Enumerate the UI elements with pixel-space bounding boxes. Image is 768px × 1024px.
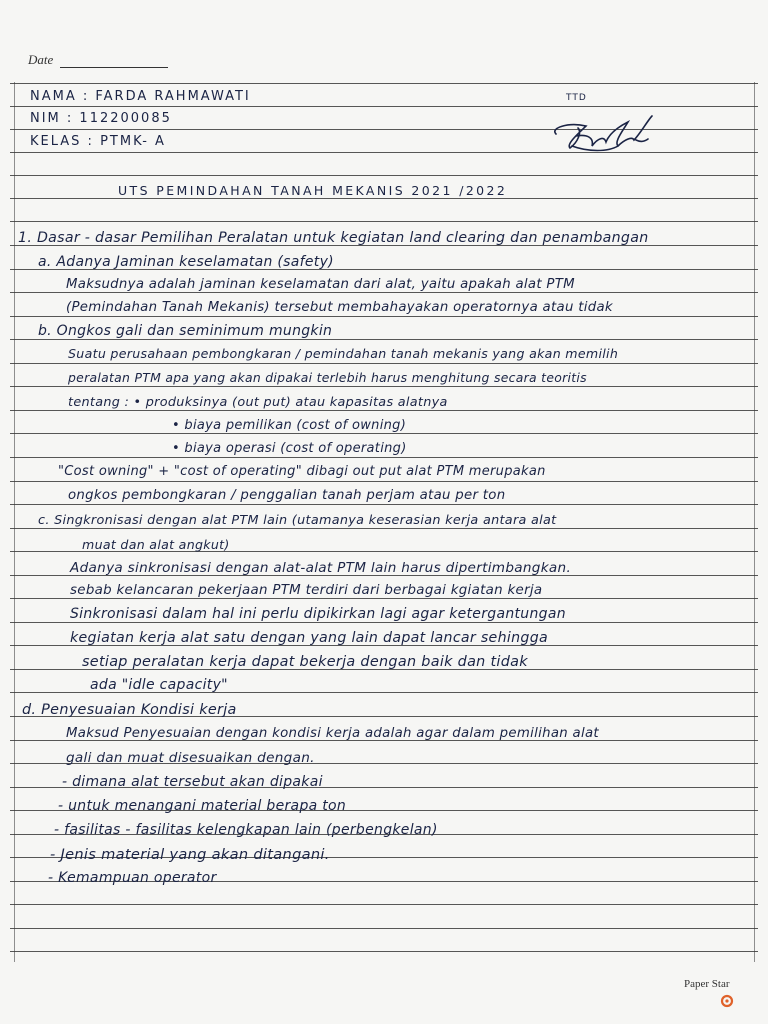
answer-line: muat dan alat angkut) [82,537,230,552]
student-nim: NIM : 112200085 [30,111,172,126]
answer-line: 1. Dasar - dasar Pemilihan Peralatan untuk kegiatan land clearing dan penambangan [18,230,649,246]
brand-label: Paper Star [684,978,730,990]
answer-line: Maksud Penyesuaian dengan kondisi kerja adalah agar dalam pemilihan alat [66,726,599,741]
ttd-label: TTD [566,93,587,103]
answer-line: • biaya operasi (cost of operating) [172,441,407,456]
answer-line: Suatu perusahaan pembongkaran / pemindahan tanah mekanis yang akan memilih [68,346,619,361]
ruled-line [10,904,758,905]
answer-line: Adanya sinkronisasi dengan alat-alat PTM lain harus dipertimbangkan. [70,560,572,576]
student-name: NAMA : FARDA RAHMAWATI [30,89,251,104]
answer-line: "Cost owning" + "cost of operating" dibagi out put alat PTM merupakan [58,464,546,479]
margin-line-right [754,82,755,962]
answer-line: b. Ongkos gali dan seminimum mungkin [38,323,333,339]
ruled-line [10,457,758,458]
answer-line: kegiatan kerja alat satu dengan yang lain dapat lancar sehingga [70,630,549,646]
ruled-line [10,198,758,199]
answer-line: gali dan muat disesuaikan dengan. [66,750,315,766]
date-underline [60,67,168,68]
ruled-line [10,504,758,505]
answer-line: setiap peralatan kerja dapat bekerja dengan baik dan tidak [82,654,528,670]
brand-logo-icon [720,994,734,1008]
ruled-line [10,410,758,411]
ruled-line [10,528,758,529]
ruled-line [10,106,758,107]
answer-line: peralatan PTM apa yang akan dipakai terlebih harus menghitung secara teoritis [68,370,587,385]
answer-line: tentang : • produksinya (out put) atau kapasitas alatnya [68,395,448,410]
answer-line: - fasilitas - fasilitas kelengkapan lain (perbengkelan) [54,822,438,838]
ruled-line [10,363,758,364]
ruled-line [10,598,758,599]
student-class: KELAS : PTMK- A [30,134,166,149]
answer-line: d. Penyesuaian Kondisi kerja [22,702,237,718]
ruled-line [10,481,758,482]
answer-line: ada "idle capacity" [90,677,228,693]
ruled-line [10,175,758,176]
answer-line: a. Adanya Jaminan keselamatan (safety) [38,254,334,270]
answer-line: • biaya pemilikan (cost of owning) [172,418,407,433]
ruled-line [10,316,758,317]
answer-line: c. Singkronisasi dengan alat PTM lain (utamanya keserasian kerja antara alat [38,513,557,528]
answer-line: - Kemampuan operator [48,870,217,886]
ruled-line [10,339,758,340]
answer-line: - untuk menangani material berapa ton [58,798,347,814]
ruled-line [10,292,758,293]
signature [548,112,658,162]
ruled-line [10,433,758,434]
answer-line: (Pemindahan Tanah Mekanis) tersebut membahayakan operatornya atau tidak [66,300,613,315]
answer-line: Sinkronisasi dalam hal ini perlu dipikirkan lagi agar ketergantungan [70,606,566,622]
answer-line: Maksudnya adalah jaminan keselamatan dari alat, yaitu apakah alat PTM [66,277,575,292]
ruled-line [10,951,758,952]
date-label: Date [28,52,54,67]
ruled-line [10,622,758,623]
answer-line: sebab kelancaran pekerjaan PTM terdiri dari berbagai kgiatan kerja [70,583,543,598]
ruled-line [10,386,758,387]
answer-line: - Jenis material yang akan ditangani. [50,846,330,863]
ruled-line [10,928,758,929]
answer-line: ongkos pembongkaran / penggalian tanah perjam atau per ton [68,488,506,503]
exam-title: UTS PEMINDAHAN TANAH MEKANIS 2021 /2022 [118,183,508,198]
ruled-line [10,83,758,84]
ruled-line [10,221,758,222]
margin-line-left [14,82,15,962]
answer-line: - dimana alat tersebut akan dipakai [62,774,323,790]
